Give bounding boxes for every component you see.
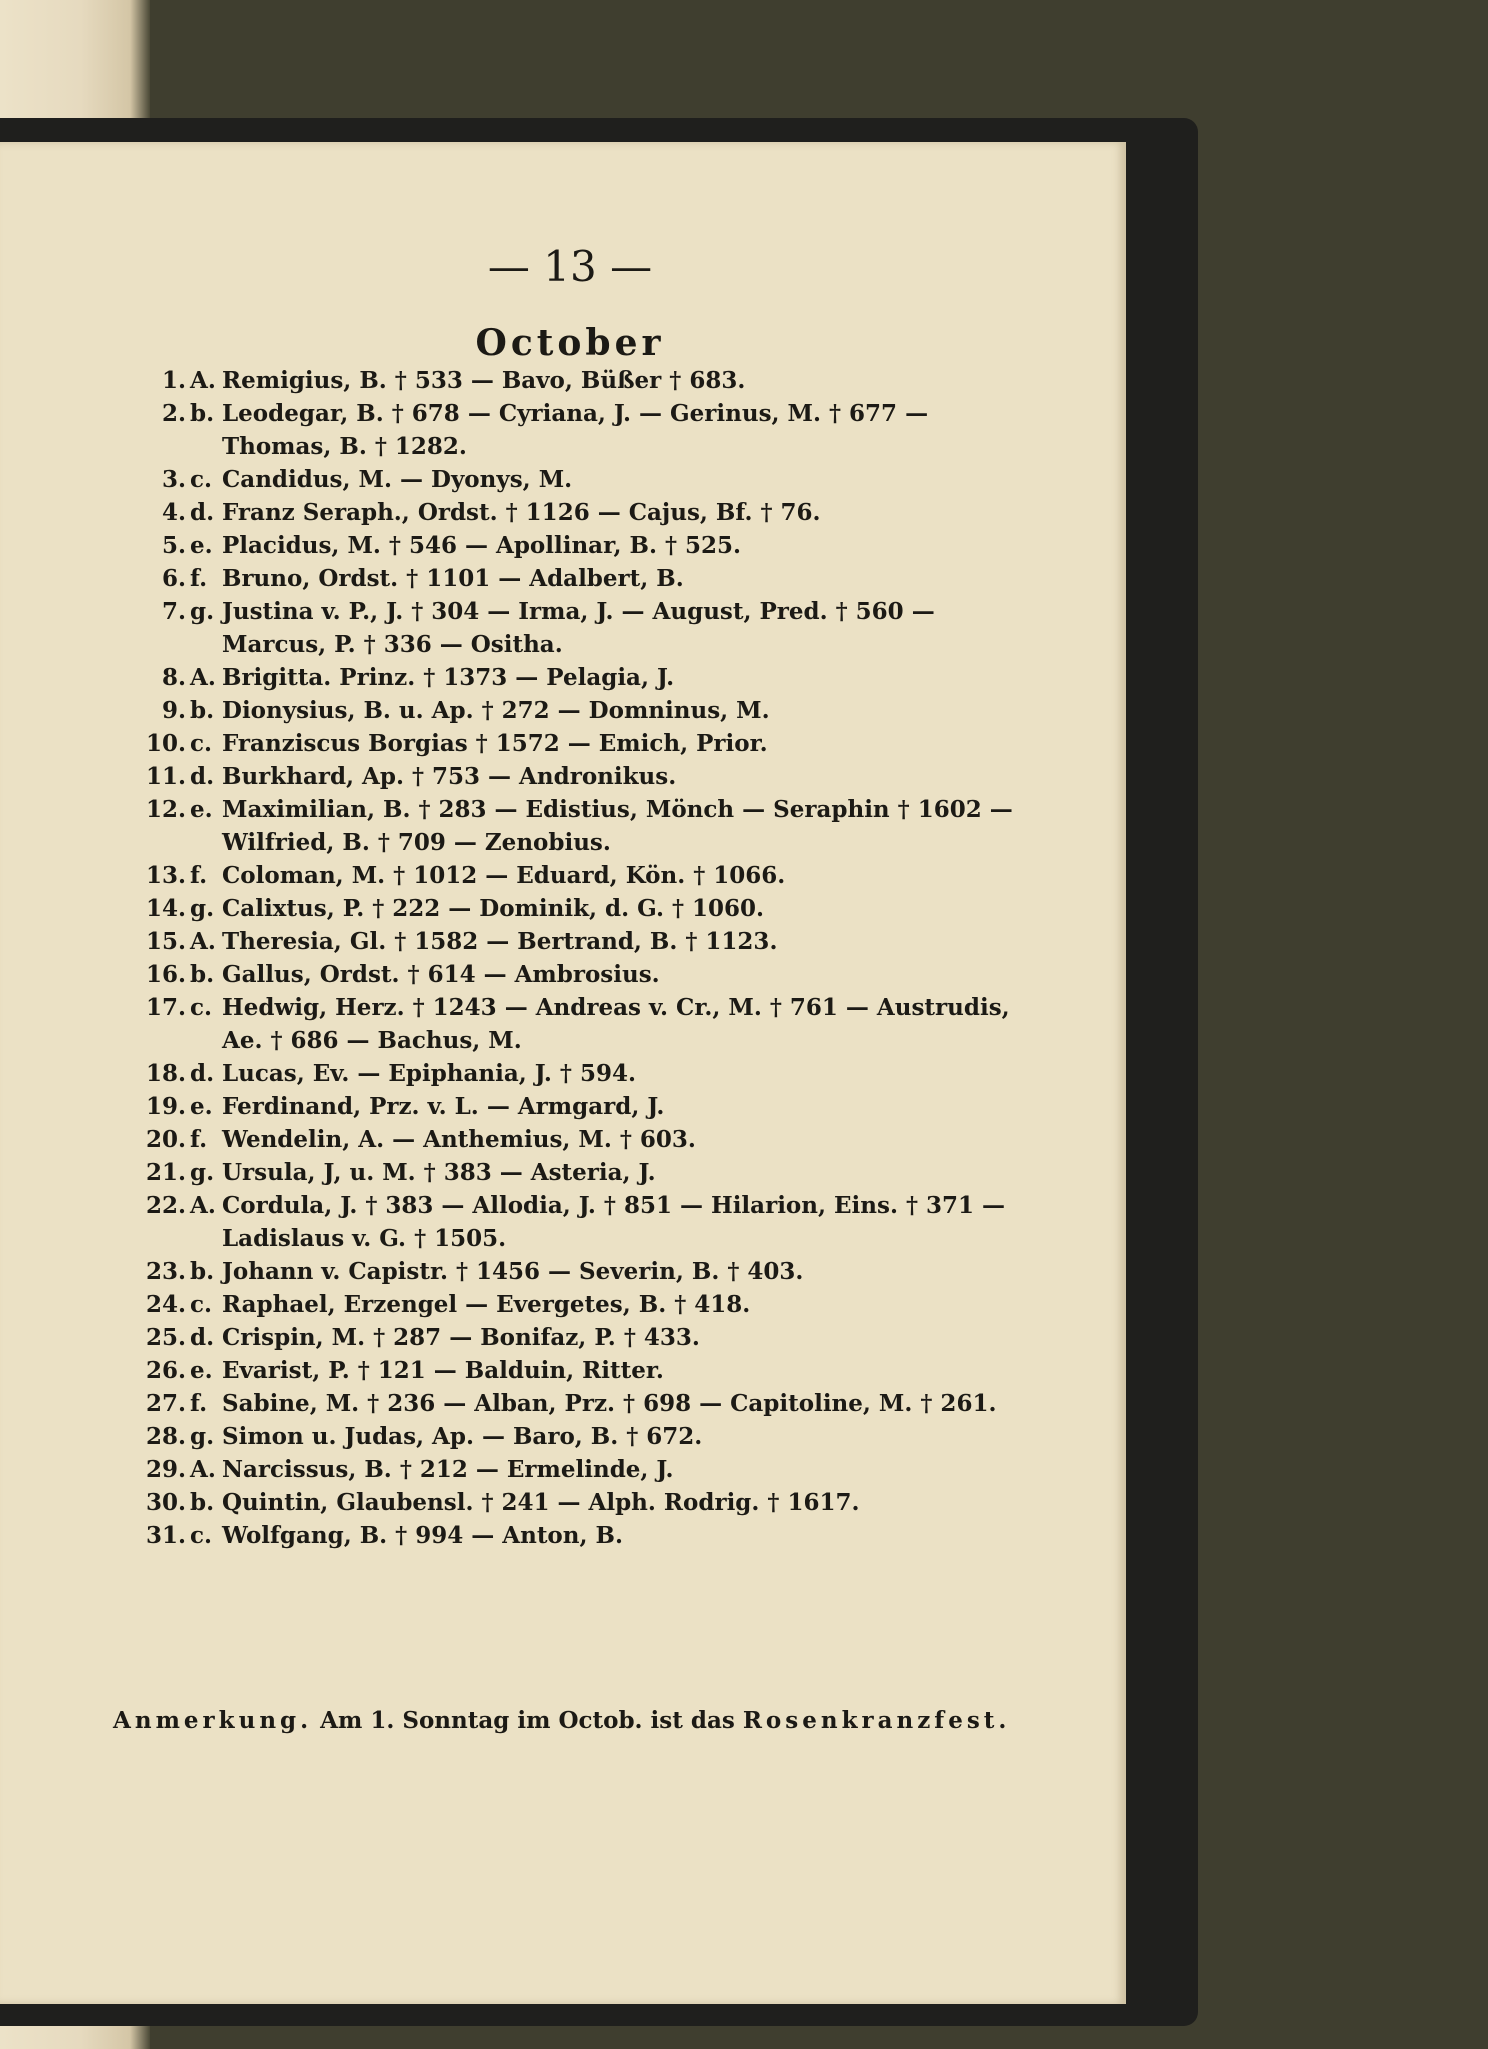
day-number: 20. bbox=[145, 1126, 186, 1153]
dominical-letter: g. bbox=[190, 1159, 215, 1186]
dominical-letter: A. bbox=[190, 1192, 216, 1219]
calendar-entry bbox=[140, 1123, 1020, 1156]
dominical-letter: c. bbox=[190, 466, 213, 493]
dominical-letter: c. bbox=[190, 730, 213, 757]
saints-text: Evarist, P. † 121 — Balduin, Ritter. bbox=[222, 1357, 664, 1384]
day-number: 25. bbox=[145, 1324, 186, 1351]
calendar-entry bbox=[140, 694, 1020, 727]
calendar-entry bbox=[140, 1288, 1020, 1321]
saints-text: Cordula, J. † 383 — Allodia, J. † 851 — Hilarion, Eins. † 371 — Ladislaus v. G. † 1505. bbox=[222, 1192, 1006, 1252]
day-number: 7. bbox=[161, 598, 186, 625]
dominical-letter: b. bbox=[190, 1258, 215, 1285]
day-number: 18. bbox=[145, 1060, 186, 1087]
dominical-letter: c. bbox=[190, 1522, 213, 1549]
calendar-entry bbox=[140, 892, 1020, 925]
calendar-entry bbox=[140, 397, 1020, 463]
saints-text: Ursula, J, u. M. † 383 — Asteria, J. bbox=[222, 1159, 656, 1186]
day-number: 19. bbox=[145, 1093, 186, 1120]
day-number: 5. bbox=[161, 532, 186, 559]
day-number: 26. bbox=[145, 1357, 186, 1384]
day-number: 13. bbox=[145, 862, 186, 889]
dominical-letter: d. bbox=[190, 499, 215, 526]
dominical-letter: A. bbox=[190, 664, 216, 691]
dominical-letter: d. bbox=[190, 763, 215, 790]
saints-text: Wolfgang, B. † 994 — Anton, B. bbox=[222, 1522, 623, 1549]
saints-text: Narcissus, B. † 212 — Ermelinde, J. bbox=[222, 1456, 674, 1483]
saints-text: Simon u. Judas, Ap. — Baro, B. † 672. bbox=[222, 1423, 703, 1450]
saints-text: Crispin, M. † 287 — Bonifaz, P. † 433. bbox=[222, 1324, 700, 1351]
page-number: — 13 — bbox=[487, 242, 653, 291]
dominical-letter: c. bbox=[190, 994, 213, 1021]
dominical-letter: e. bbox=[190, 532, 213, 559]
calendar-entry bbox=[140, 1321, 1020, 1354]
page-content bbox=[0, 142, 1126, 2004]
calendar-entry bbox=[140, 1519, 1020, 1552]
saints-text: Wendelin, A. — Anthemius, M. † 603. bbox=[222, 1126, 696, 1153]
calendar-entry bbox=[140, 1420, 1020, 1453]
dominical-letter: f. bbox=[190, 862, 208, 889]
saints-text: Calixtus, P. † 222 — Dominik, d. G. † 1060. bbox=[222, 895, 765, 922]
day-number: 3. bbox=[161, 466, 186, 493]
dominical-letter: A. bbox=[190, 367, 216, 394]
saints-text: Dionysius, B. u. Ap. † 272 — Domninus, M. bbox=[222, 697, 770, 724]
dominical-letter: d. bbox=[190, 1324, 215, 1351]
day-number: 21. bbox=[145, 1159, 186, 1186]
dominical-letter: g. bbox=[190, 895, 215, 922]
day-number: 1. bbox=[161, 367, 186, 394]
day-number: 16. bbox=[145, 961, 186, 988]
saints-text: Lucas, Ev. — Epiphania, J. † 594. bbox=[222, 1060, 636, 1087]
saints-text: Burkhard, Ap. † 753 — Andronikus. bbox=[222, 763, 677, 790]
calendar-entry bbox=[140, 925, 1020, 958]
saints-text: Franziscus Borgias † 1572 — Emich, Prior. bbox=[222, 730, 768, 757]
dominical-letter: b. bbox=[190, 1489, 215, 1516]
day-number: 22. bbox=[145, 1192, 186, 1219]
month-heading: October bbox=[475, 322, 665, 364]
calendar-entry bbox=[140, 1255, 1020, 1288]
calendar-entry bbox=[140, 364, 1020, 397]
calendar-entry bbox=[140, 727, 1020, 760]
dominical-letter: f. bbox=[190, 1126, 208, 1153]
day-number: 6. bbox=[161, 565, 186, 592]
calendar-entry bbox=[140, 529, 1020, 562]
remark-text: Am 1. Sonntag im Octob. ist das bbox=[320, 1707, 735, 1734]
day-number: 29. bbox=[145, 1456, 186, 1483]
day-number: 14. bbox=[145, 895, 186, 922]
saints-text: Candidus, M. — Dyonys, M. bbox=[222, 466, 573, 493]
saints-text: Hedwig, Herz. † 1243 — Andreas v. Cr., M. † 761 — Austrudis, Ae. † 686 — Bachus, M. bbox=[222, 994, 1010, 1054]
calendar-entry bbox=[140, 1090, 1020, 1123]
saints-text: Coloman, M. † 1012 — Eduard, Kön. † 1066. bbox=[222, 862, 786, 889]
day-number: 27. bbox=[145, 1390, 186, 1417]
day-number: 9. bbox=[161, 697, 186, 724]
dominical-letter: f. bbox=[190, 565, 208, 592]
calendar-entry bbox=[140, 661, 1020, 694]
saints-text: Justina v. P., J. † 304 — Irma, J. — August, Pred. † 560 — Marcus, P. † 336 — Ositha. bbox=[222, 598, 935, 658]
day-number: 11. bbox=[145, 763, 186, 790]
day-number: 17. bbox=[145, 994, 186, 1021]
dominical-letter: g. bbox=[190, 1423, 215, 1450]
saints-text: Placidus, M. † 546 — Apollinar, B. † 525. bbox=[222, 532, 742, 559]
saints-calendar-list bbox=[140, 364, 1020, 1552]
saints-text: Gallus, Ordst. † 614 — Ambrosius. bbox=[222, 961, 660, 988]
dominical-letter: b. bbox=[190, 697, 215, 724]
saints-text: Maximilian, B. † 283 — Edistius, Mönch — Seraphin † 1602 — Wilfried, B. † 709 — Zenobius. bbox=[222, 796, 1013, 856]
calendar-entry bbox=[140, 595, 1020, 661]
day-number: 31. bbox=[145, 1522, 186, 1549]
calendar-entry bbox=[140, 562, 1020, 595]
saints-text: Brigitta. Prinz. † 1373 — Pelagia, J. bbox=[222, 664, 675, 691]
saints-text: Leodegar, B. † 678 — Cyriana, J. — Gerinus, M. † 677 — Thomas, B. † 1282. bbox=[222, 400, 929, 460]
dominical-letter: d. bbox=[190, 1060, 215, 1087]
calendar-entry bbox=[140, 1387, 1020, 1420]
saints-text: Remigius, B. † 533 — Bavo, Büßer † 683. bbox=[222, 367, 746, 394]
dominical-letter: e. bbox=[190, 796, 213, 823]
saints-text: Raphael, Erzengel — Evergetes, B. † 418. bbox=[222, 1291, 751, 1318]
saints-text: Ferdinand, Prz. v. L. — Armgard, J. bbox=[222, 1093, 665, 1120]
calendar-entry bbox=[140, 496, 1020, 529]
dominical-letter: e. bbox=[190, 1093, 213, 1120]
day-number: 2. bbox=[161, 400, 186, 427]
saints-text: Sabine, M. † 236 — Alban, Prz. † 698 — Capitoline, M. † 261. bbox=[222, 1390, 997, 1417]
calendar-entry bbox=[140, 1486, 1020, 1519]
calendar-entry bbox=[140, 760, 1020, 793]
day-number: 10. bbox=[145, 730, 186, 757]
calendar-entry bbox=[140, 991, 1020, 1057]
day-number: 12. bbox=[145, 796, 186, 823]
dominical-letter: e. bbox=[190, 1357, 213, 1384]
calendar-entry bbox=[140, 1189, 1020, 1255]
dominical-letter: f. bbox=[190, 1390, 208, 1417]
dominical-letter: A. bbox=[190, 928, 216, 955]
calendar-entry bbox=[140, 793, 1020, 859]
dominical-letter: c. bbox=[190, 1291, 213, 1318]
saints-text: Johann v. Capistr. † 1456 — Severin, B. † 403. bbox=[222, 1258, 804, 1285]
remark-emphasis: Rosenkranzfest. bbox=[742, 1707, 1011, 1734]
saints-text: Theresia, Gl. † 1582 — Bertrand, B. † 1123. bbox=[222, 928, 778, 955]
dominical-letter: b. bbox=[190, 961, 215, 988]
day-number: 24. bbox=[145, 1291, 186, 1318]
book-page bbox=[0, 142, 1126, 2004]
day-number: 4. bbox=[161, 499, 186, 526]
day-number: 23. bbox=[145, 1258, 186, 1285]
calendar-entry bbox=[140, 1156, 1020, 1189]
calendar-entry bbox=[140, 1354, 1020, 1387]
remark-note bbox=[113, 1704, 1023, 1737]
dominical-letter: b. bbox=[190, 400, 215, 427]
day-number: 8. bbox=[161, 664, 186, 691]
calendar-entry bbox=[140, 1057, 1020, 1090]
saints-text: Quintin, Glaubensl. † 241 — Alph. Rodrig. † 1617. bbox=[222, 1489, 860, 1516]
dominical-letter: A. bbox=[190, 1456, 216, 1483]
calendar-entry bbox=[140, 859, 1020, 892]
day-number: 30. bbox=[145, 1489, 186, 1516]
remark-label: Anmerkung. bbox=[113, 1707, 313, 1734]
calendar-entry bbox=[140, 1453, 1020, 1486]
calendar-entry bbox=[140, 463, 1020, 496]
saints-text: Franz Seraph., Ordst. † 1126 — Cajus, Bf. † 76. bbox=[222, 499, 821, 526]
saints-text: Bruno, Ordst. † 1101 — Adalbert, B. bbox=[222, 565, 684, 592]
day-number: 15. bbox=[145, 928, 186, 955]
day-number: 28. bbox=[145, 1423, 186, 1450]
dominical-letter: g. bbox=[190, 598, 215, 625]
calendar-entry bbox=[140, 958, 1020, 991]
